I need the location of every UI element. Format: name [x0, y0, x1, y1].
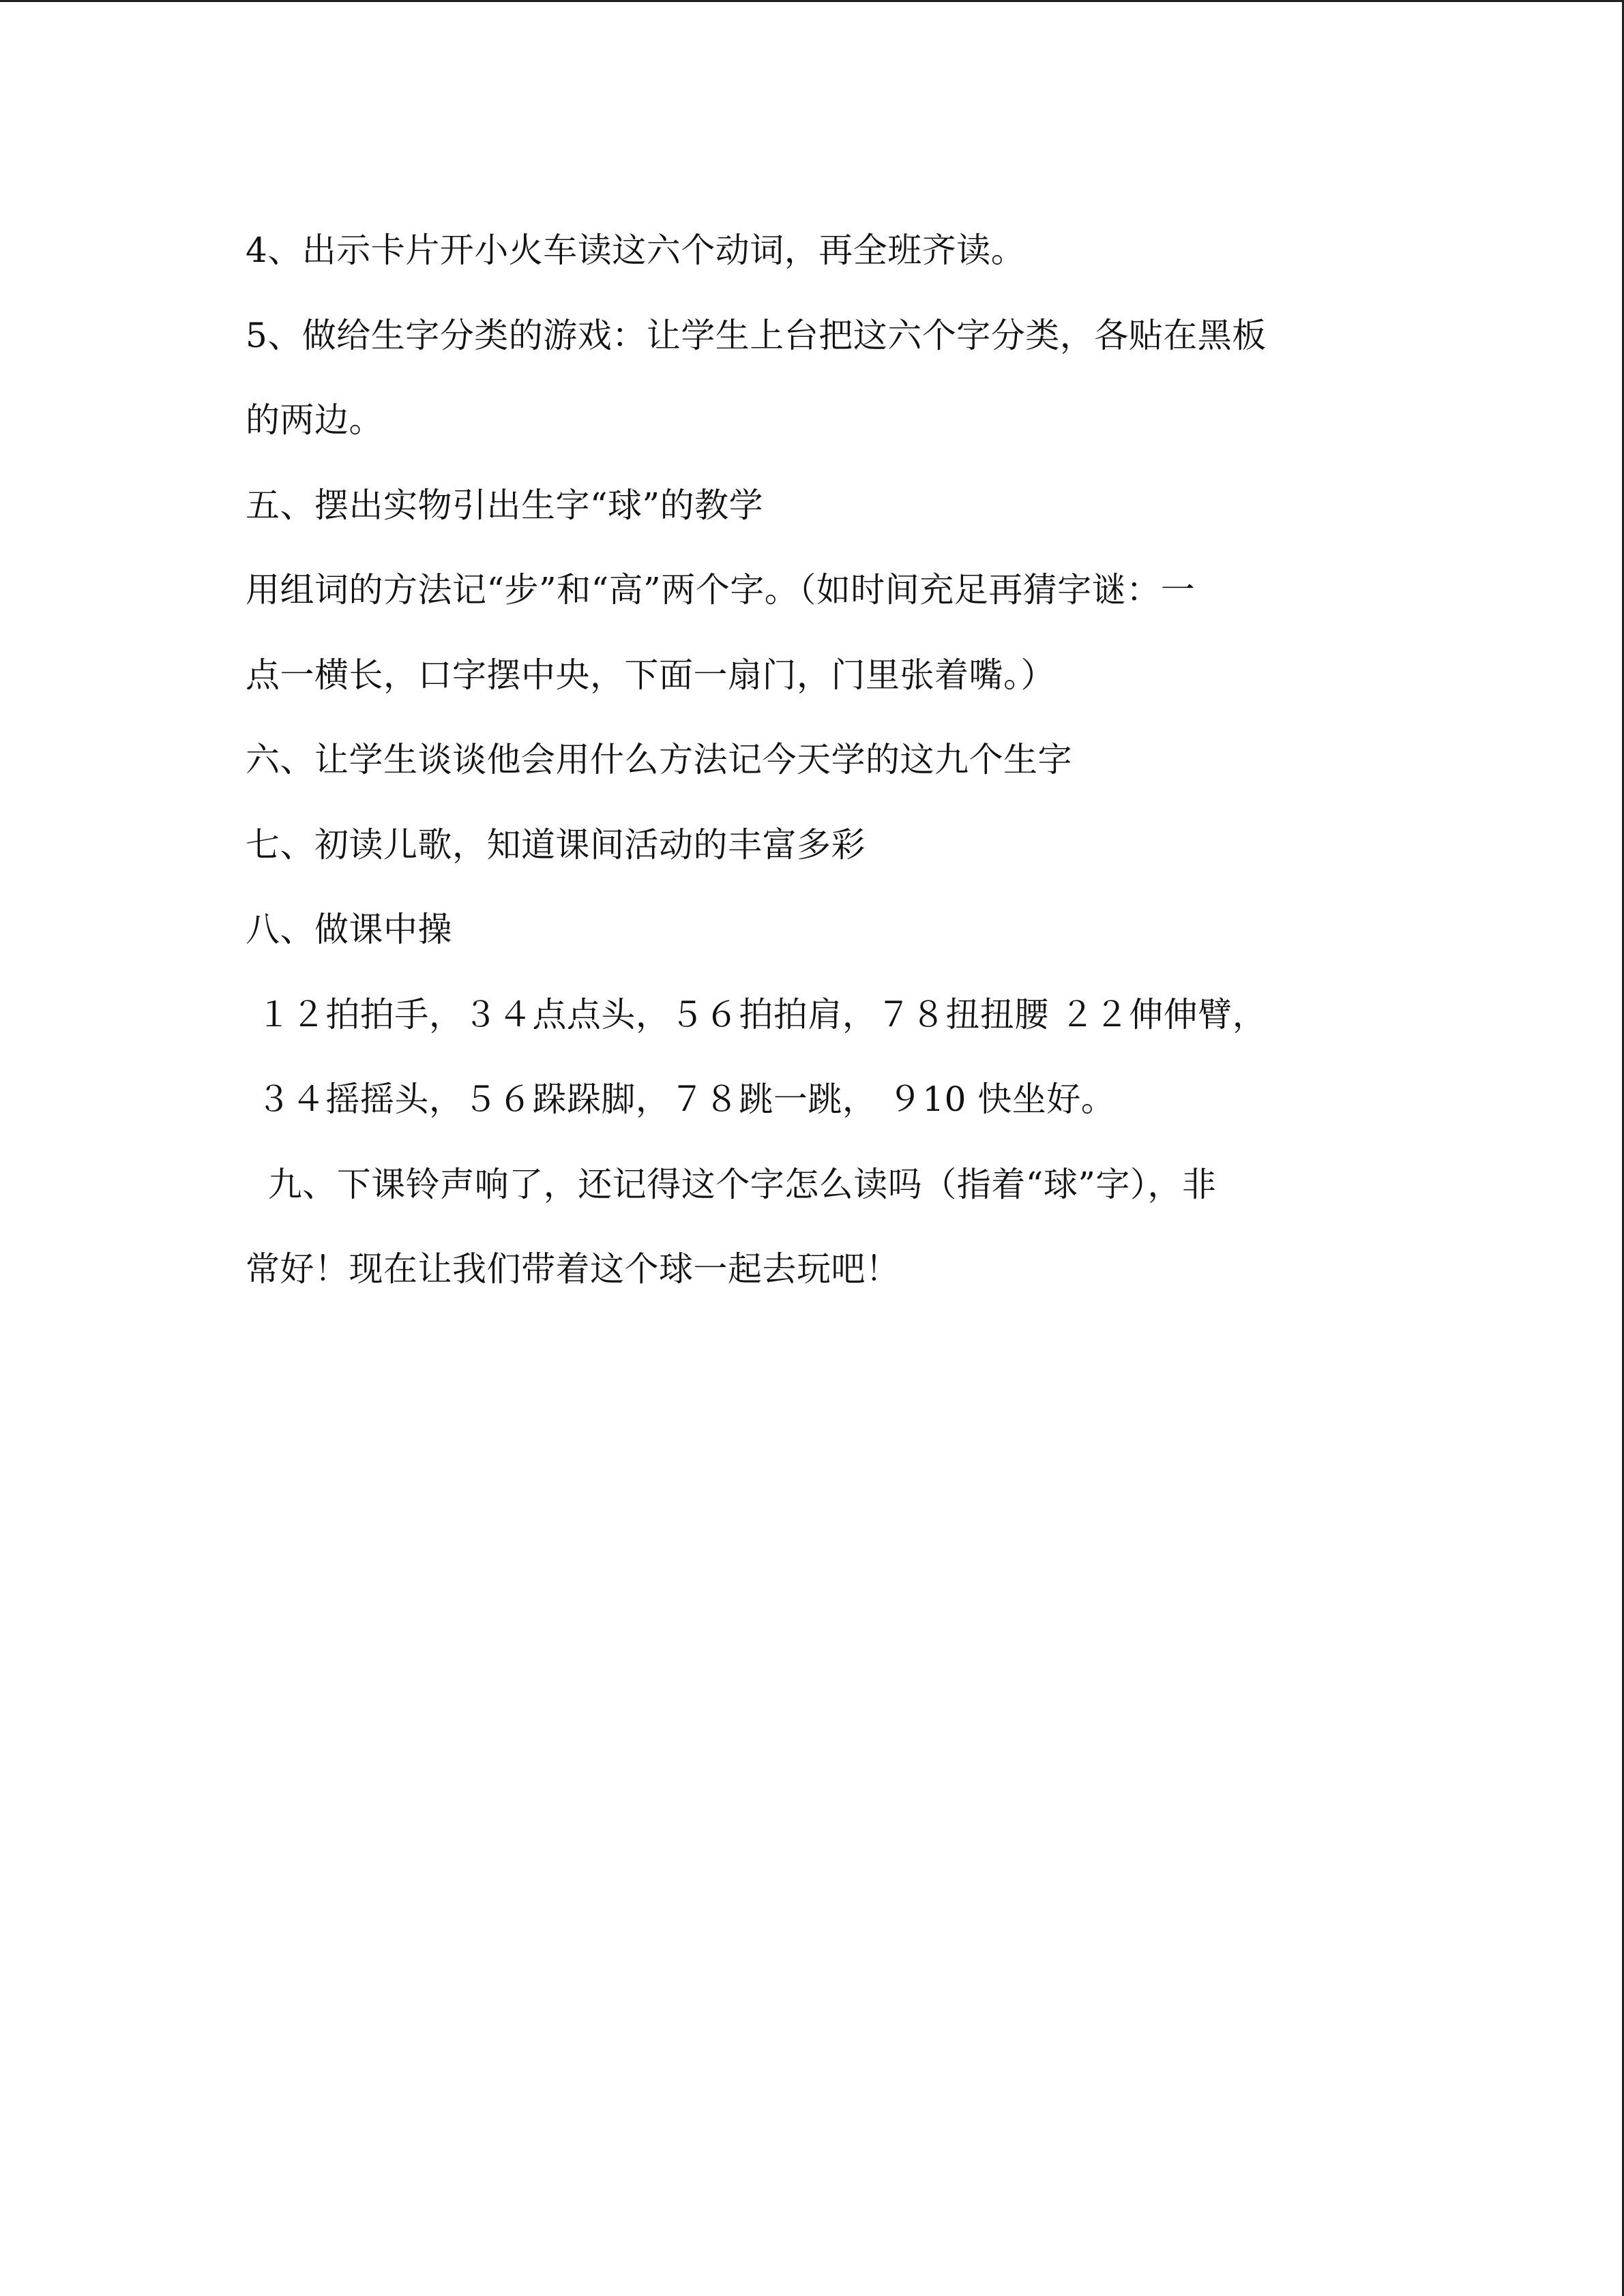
section-heading: 八、做课中操	[246, 910, 452, 949]
section-heading: 六、让学生谈谈他会用什么方法记今天学的这九个生字	[246, 740, 1072, 779]
document-body	[246, 208, 1378, 1312]
section-heading: 九、下课铃声响了，还记得这个字怎么读吗（指着“球”字），非	[246, 1164, 1217, 1204]
text-line: 常好！现在让我们带着这个球一起去玩吧！	[246, 1249, 900, 1289]
text-line: 4、出示卡片开小火车读这六个动词，再全班齐读。	[246, 230, 1026, 270]
text-line: 用组词的方法记“步”和“高”两个字。（如时间充足再猜字谜：一	[246, 570, 1196, 610]
text-line: 5、做给生字分类的游戏：让学生上台把这六个字分类，各贴在黑板	[246, 315, 1267, 355]
rhyme-line: １２拍拍手，３４点点头，５６拍拍肩，７８扭扭腰 ２２伸伸臂，	[246, 994, 1267, 1034]
rhyme-line: ３４摇摇头，５６跺跺脚，７８跳一跳， ９10 快坐好。	[246, 1079, 1116, 1119]
text-line: 点一横长，口字摆中央，下面一扇门，门里张着嘴。）	[246, 655, 1055, 695]
top-border	[0, 0, 1624, 2]
text-line: 的两边。	[246, 400, 383, 440]
section-heading: 五、摆出实物引出生字“球”的教学	[246, 485, 764, 525]
section-heading: 七、初读儿歌，知道课间活动的丰富多彩	[246, 824, 866, 865]
